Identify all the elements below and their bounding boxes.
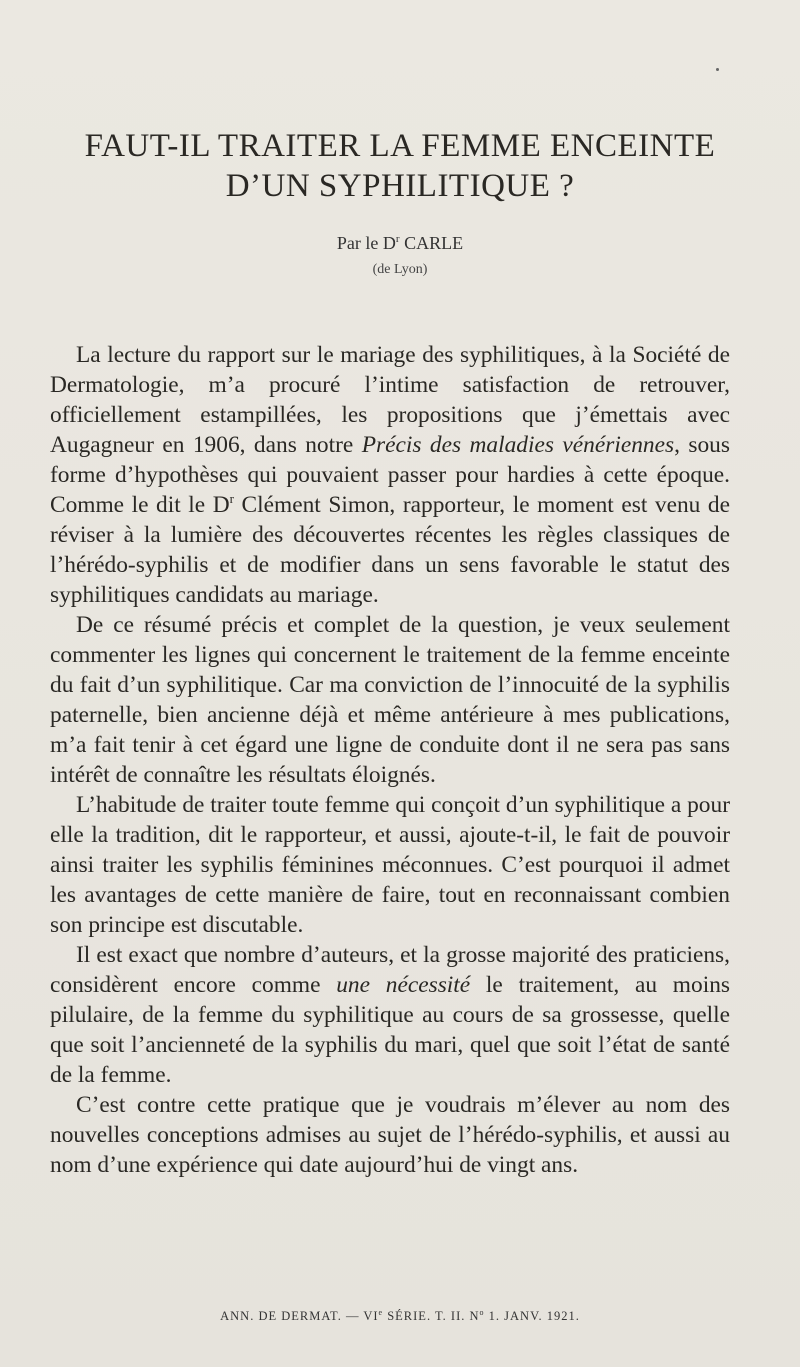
p4-text-b: le traitement, au moins pilulaire, de la femme du syphilitique au cours de sa grossesse, quelle que soit l’ancienneté de la syphilis du mari, quel que soit l’état de santé de la femme. (50, 972, 730, 1088)
journal-footer (0, 1308, 800, 1324)
footer-a: ANN. DE DERMAT. — VI (220, 1309, 379, 1324)
p4-italic: une nécessité (336, 972, 471, 998)
paragraph-4 (50, 940, 730, 1090)
p1-text-b: , sous forme d’hypothèses qui pouvaient passer pour hardies à cette époque. Comme le dit le D (50, 432, 730, 518)
footer-b: SÉRIE. T. II. N (383, 1309, 480, 1324)
article-body (50, 340, 730, 1180)
byline-prefix: Par le D (336, 233, 396, 253)
p1-sup: r (229, 491, 234, 507)
paragraph-5: C’est contre cette pratique que je voudrais m’élever au nom des nouvelles conceptions admises au sujet de l’hérédo-syphilis, et aussi au nom d’une expérience qui date aujourd’hui de vingt ans. (50, 1092, 730, 1178)
byline (0, 233, 800, 254)
footer-c: 1. JANV. 1921. (484, 1309, 580, 1324)
affiliation: (de Lyon) (372, 262, 428, 277)
paragraph-1 (50, 340, 730, 610)
article-title-line-1: FAUT-IL TRAITER LA FEMME ENCEINTE (84, 128, 716, 164)
article-title-line-2: D’UN SYPHILITIQUE ? (225, 168, 575, 204)
paragraph-3: L’habitude de traiter toute femme qui conçoit d’un syphilitique a pour elle la tradition, dit le rapporteur, et aussi, ajoute-t-il, le fait de pouvoir ainsi traiter les syphilis féminines méconnues. C’est pourquoi il admet les avantages de cette manière de faire, tout en reconnaissant combien son principe est discutable. (50, 792, 730, 938)
footer-sup-2: o (479, 1308, 485, 1317)
speck-mark (716, 68, 719, 71)
footer-sup: e (378, 1308, 384, 1317)
p1-italic: Précis des maladies vénériennes (361, 432, 675, 458)
byline-author: CARLE (399, 233, 464, 253)
byline-sup: r (395, 233, 400, 245)
p1-text-c: Clément Simon, rapporteur, le moment est venu de réviser à la lumière des découvertes récentes les règles classiques de l’hérédo-syphilis et de modifier dans un sens favorable le statut des syphilitiques candidats au mariage. (50, 492, 730, 608)
paragraph-2: De ce résumé précis et complet de la question, je veux seulement commenter les lignes qui concernent le traitement de la femme enceinte du fait d’un syphilitique. Car ma conviction de l’innocuité de la syphilis paternelle, bien ancienne déjà et même antérieure à mes publications, m’a fait tenir à cet égard une ligne de conduite dont il ne sera pas sans intérêt de connaître les résultats éloignés. (50, 612, 730, 788)
p1-text-a: La lecture du rapport sur le mariage des syphilitiques, à la Société de Dermatologie, m’a procuré l’intime satisfaction de retrouver, officiellement estampillées, les propositions que j’émettais avec Augagneur en 1906, dans notre (50, 342, 730, 458)
p4-text-a: Il est exact que nombre d’auteurs, et la grosse majorité des praticiens, considèrent encore comme (50, 942, 730, 998)
